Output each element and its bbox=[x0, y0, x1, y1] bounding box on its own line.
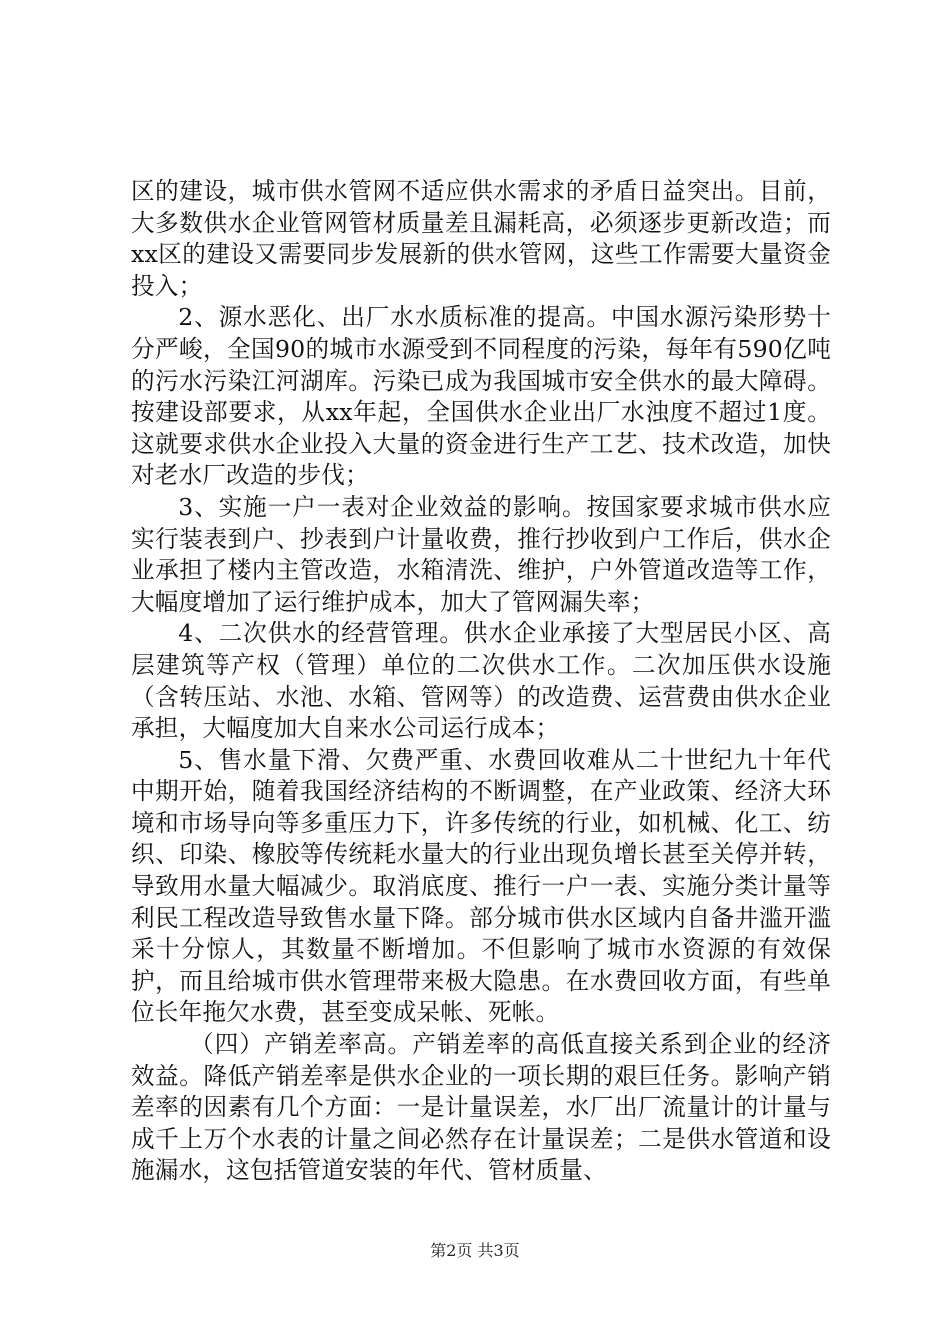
page-footer: 第2页 共3页 bbox=[430, 1241, 520, 1260]
paragraph-continued: 区的建设，城市供水管网不适应供水需求的矛盾日益突出。目前，大多数供水企业管网管材质量差且漏耗高，必须逐步更新改造；而xx区的建设又需要同步发展新的供水管网，这些工作需要大量资金投入； bbox=[131, 177, 831, 300]
paragraph-item-4: 4、二次供水的经营管理。供水企业承接了大型居民小区、高层建筑等产权（管理）单位的二次供水工作。二次加压供水设施（含转压站、水池、水箱、管网等）的改造费、运营费由供水企业承担，大幅度加大自来水公司运行成本； bbox=[131, 619, 831, 743]
paragraph-section-4: （四）产销差率高。产销差率的高低直接关系到企业的经济效益。降低产销差率是供水企业的一项长期的艰巨任务。影响产销差率的因素有几个方面：一是计量误差，水厂出厂流量计的计量与成千上万个水表的计量之间必然存在计量误差；二是供水管道和设施漏水，这包括管道安装的年代、管材质量、 bbox=[131, 1030, 831, 1185]
paragraph-item-2: 2、源水恶化、出厂水水质标准的提高。中国水源污染形势十分严峻，全国90的城市水源受到不同程度的污染，每年有590亿吨的污水污染江河湖库。污染已成为我国城市安全供水的最大障碍。按建设部要求，从xx年起，全国供水企业出厂水浊度不超过1度。这就要求供水企业投入大量的资金进行生产工艺、技术改造，加快对老水厂改造的步伐； bbox=[131, 303, 831, 490]
paragraph-item-5: 5、售水量下滑、欠费严重、水费回收难从二十世纪九十年代中期开始，随着我国经济结构的不断调整，在产业政策、经济大环境和市场导向等多重压力下，许多传统的行业，如机械、化工、纺织、印染、橡胶等传统耗水量大的行业出现负增长甚至关停并转，导致用水量大幅减少。取消底度、推行一户一表、实施分类计量等利民工程改造导致售水量下降。部分城市供水区域内自备井滥开滥采十分惊人，其数量不断增加。不但影响了城市水资源的有效保护，而且给城市供水管理带来极大隐患。在水费回收方面，有些单位长年拖欠水费，甚至变成呆帐、死帐。 bbox=[131, 745, 831, 1027]
body-text bbox=[131, 176, 831, 1187]
paragraph-item-3: 3、实施一户一表对企业效益的影响。按国家要求城市供水应实行装表到户、抄表到户计量收费，推行抄收到户工作后，供水企业承担了楼内主管改造，水箱清洗、维护，户外管道改造等工作，大幅度增加了运行维护成本，加大了管网漏失率； bbox=[131, 492, 831, 616]
